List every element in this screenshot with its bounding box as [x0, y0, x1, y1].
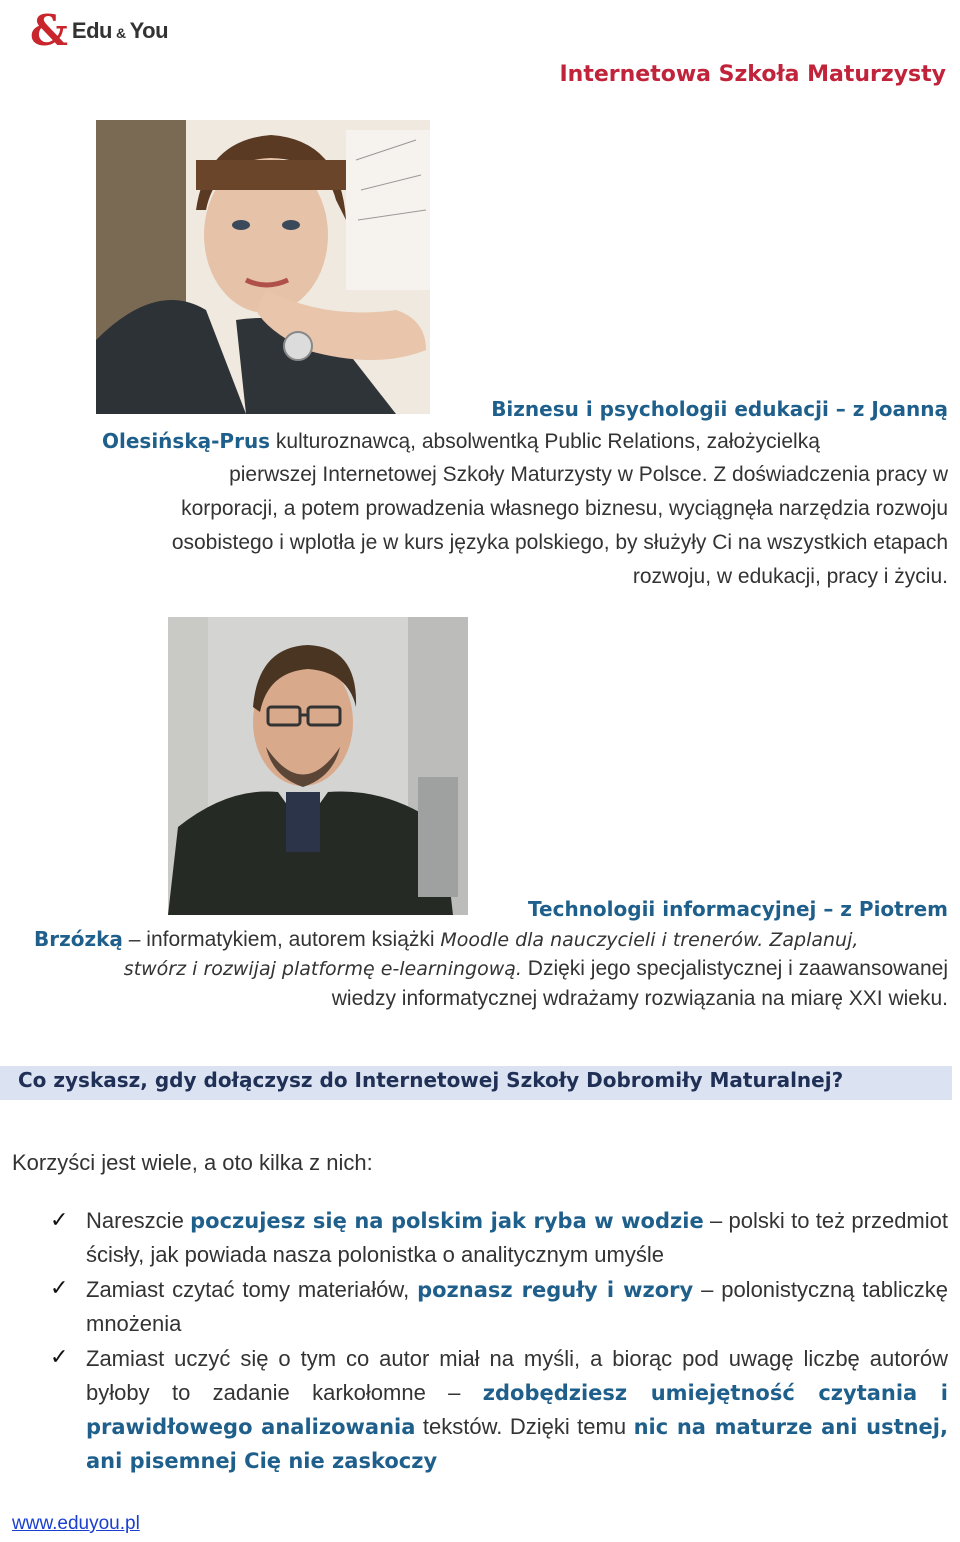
section2-highlight-title: Technologii informacyjnej – z Piotrem	[528, 897, 948, 921]
section2-line4: wiedzy informatycznej wdrażamy rozwiązania na miarę XXI wieku.	[331, 987, 948, 1010]
section1-line5: osobistego i wplotła je w kurs języka polskiego, by służyły Ci na wszystkich etapach	[171, 531, 948, 554]
benefit-3-text-c: tekstów. Dzięki temu	[415, 1414, 634, 1439]
logo-wordmark	[72, 18, 168, 44]
checkmark-icon: ✓	[50, 1208, 69, 1233]
footer-website-link[interactable]: www.eduyou.pl	[12, 1513, 140, 1534]
logo-ampersand: &	[30, 6, 68, 55]
benefit-3-highlight-2: nic na maturze ani ustnej, ani pisemnej Cię nie zaskoczy	[86, 1415, 948, 1473]
section1-highlight-title: Biznesu i psychologii edukacji – z Joanną	[491, 397, 948, 421]
benefit-1-text-c: – polski to też przedmiot ścisły, jak powiada nasza polonistka o analitycznym umyśle	[86, 1208, 948, 1267]
benefit-2-text-a: Zamiast czytać tomy materiałów,	[86, 1277, 418, 1302]
benefit-item-1	[86, 1204, 948, 1272]
section1-line2	[102, 424, 948, 459]
section1-line1	[0, 392, 948, 427]
portrait-photo-joanna	[96, 120, 430, 414]
benefits-intro: Korzyści jest wiele, a oto kilka z nich:	[12, 1150, 373, 1175]
benefit-3-highlight: zdobędziesz umiejętność czytania i prawidłowego analizowania	[86, 1381, 948, 1439]
section2-line3	[34, 952, 948, 986]
section2-highlight-name: Brzózką	[34, 927, 123, 951]
benefit-item-2	[86, 1273, 948, 1341]
logo-word-you: You	[129, 18, 169, 43]
portrait-illustration-joanna	[96, 120, 430, 414]
section-heading: Co zyskasz, gdy dołączysz do Internetowej Szkoły Dobromiły Maturalnej?	[18, 1068, 844, 1092]
section1-line3: pierwszej Internetowej Szkoły Maturzysty w Polsce. Z doświadczenia pracy w	[229, 463, 948, 486]
section2-text2: Dzięki jego specjalistycznej i zaawansowanej	[521, 957, 948, 980]
benefit-1-highlight: poczujesz się na polskim jak ryba w wodzie	[190, 1209, 704, 1233]
benefit-2-text-c: – polonistyczną tabliczkę mnożenia	[86, 1277, 948, 1336]
section1-line4: korporacji, a potem prowadzenia własnego biznesu, wyciągnęła narzędzia rozwoju	[181, 497, 948, 520]
benefit-3-text-a: Zamiast uczyć się o tym co autor miał na myśli, a biorąc pod uwagę liczbę autorów byłoby to zadanie karkołomne –	[86, 1346, 948, 1405]
checkmark-icon: ✓	[50, 1345, 69, 1370]
section2-text: – informatykiem, autorem książki	[122, 928, 441, 951]
section1-text: kulturoznawcą, absolwentką Public Relations, założycielką	[270, 430, 820, 453]
section1-highlight-name: Olesińską-Prus	[102, 429, 271, 453]
portrait-photo-piotr	[168, 617, 468, 915]
section2-book-subtitle: stwórz i rozwijaj platformę e-learningową.	[123, 958, 522, 980]
checkmark-icon: ✓	[50, 1276, 69, 1301]
logo-word-and: &	[115, 25, 126, 41]
page-header-title: Internetowa Szkoła Maturzysty	[559, 62, 946, 87]
portrait-illustration-piotr	[168, 617, 468, 915]
benefit-1-text-a: Nareszcie	[86, 1208, 191, 1233]
section2-book-title: Moodle dla nauczycieli i trenerów. Zaplanuj,	[440, 929, 859, 951]
section1-line6: rozwoju, w edukacji, pracy i życiu.	[632, 565, 948, 588]
benefit-item-3	[86, 1342, 948, 1478]
benefit-2-highlight: poznasz reguły i wzory	[417, 1278, 694, 1302]
logo-word-edu: Edu	[71, 18, 112, 43]
brand-logo[interactable]	[30, 8, 168, 54]
